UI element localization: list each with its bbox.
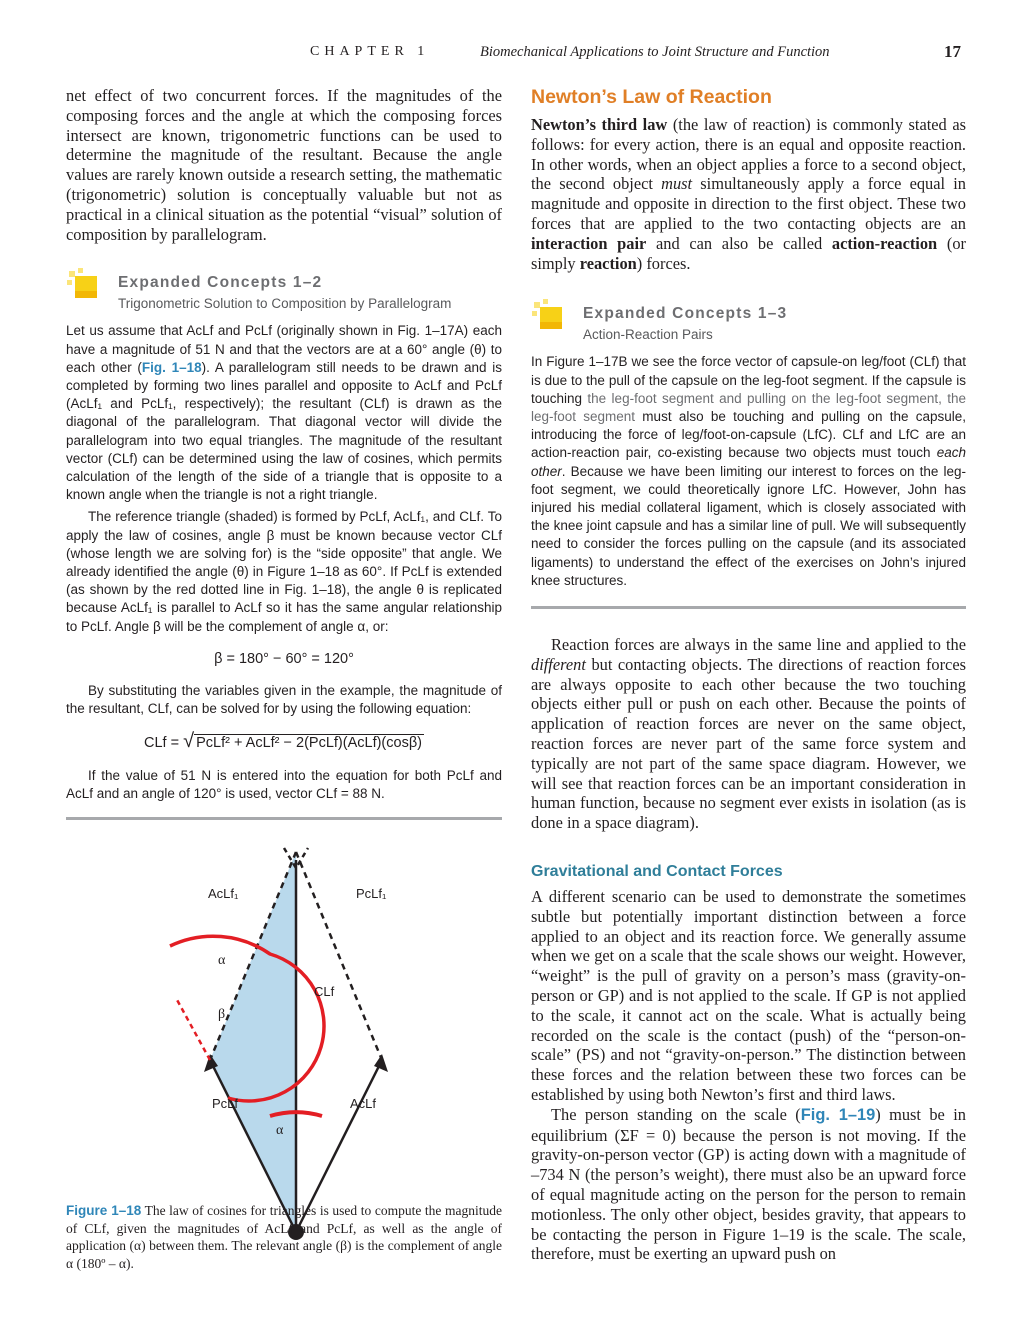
label-aclf: AcLf: [350, 1096, 377, 1111]
equation-law-of-cosines: CLf = √ PcLf² + AcLf² − 2(PcLf)(AcLf)(cosβ): [144, 730, 422, 753]
section-heading-gravitational: Gravitational and Contact Forces: [531, 862, 783, 880]
expanded-concepts-body: [531, 353, 966, 590]
newton-paragraph: Newton’s third law (the law of reaction) is commonly stated as follows: for every action, there is an equal and opposite reaction. In other words, when an object applies a force to a second object, the second object must simultaneously apply a force equal in magnitude and opposite in direction to the first object. These two forces that are applied to the two contacting objects are an interaction pair and can also be called action-reaction (or simply reaction) forces.: [531, 115, 966, 273]
ec2-paragraph-1: Let us assume that AcLf and PcLf (originally shown in Fig. 1–17A) each have a magnitude of 51 N and that the vectors are at a 60° angle (θ) to each other (Fig. 1–18). A parallelogram still needs to be drawn and is completed by forming two lines parallel and opposite to AcLf and PcLf (AcLf₁ and PcLf₁, respectively); the resultant (CLf) is drawn as the diagonal of the parallelogram. That diagonal vector will divide the parallelogram into two equal triangles. The magnitude of the resultant vector (CLf) can be determined using the law of cosines, which permits calculation of the length of the side of a triangle that is opposite to a known angle when the triangle is not a right triangle.: [66, 323, 502, 503]
gravitational-paragraph-2: The person standing on the scale (Fig. 1–19) must be in equilibrium (ΣF = 0) because the person is not moving. If the gravity-on-person vector (GP) is acting down with a magnitude of –734 N (the person’s weight), there must also be an upward force of equal magnitude acting on the person for the person to remain motionless. The only other object, besides gravity, that appears to be contacting the person in Figure 1–19 is the scale. The scale, therefore, must be exerting an upward push on: [531, 1104, 966, 1264]
label-alpha-top: α: [218, 953, 226, 968]
expanded-concepts-icon: [66, 268, 102, 304]
left-column: [66, 86, 502, 820]
expanded-concepts-header: [66, 268, 502, 312]
figure-reference-link[interactable]: Fig. 1–19: [800, 1105, 876, 1124]
equation-beta: β = 180° − 60° = 120°: [214, 650, 354, 667]
ec2-paragraph-4: If the value of 51 N is entered into the equation for both PcLf and AcLf and an angle of 120° is used, vector CLf = 88 N.: [66, 767, 502, 801]
expanded-concepts-title: Expanded Concepts 1–2: [118, 274, 323, 292]
figure-caption: Figure 1–18 The law of cosines for triangles is used to compute the magnitude of CLf, given the magnitudes of AcLf and PcLf, as well as the angle of application (α) between them. The relevant angle (β) is the complement of angle α (180º – α).: [66, 1203, 502, 1271]
expanded-concepts-title: Expanded Concepts 1–3: [583, 305, 788, 323]
sqrt-icon: √: [183, 730, 195, 753]
ec2-paragraph-3: By substituting the variables given in the example, the magnitude of the resultant, CLf, can be solved for by using the following equation:: [66, 683, 502, 717]
label-aclf1: AcLf₁: [208, 886, 239, 901]
section-heading-newton: Newton’s Law of Reaction: [531, 86, 772, 108]
section-divider: [66, 817, 502, 820]
chapter-label: CHAPTER 1: [310, 44, 430, 59]
figure-reference-link[interactable]: Fig. 1–18: [141, 359, 202, 375]
pclf1-dashed-line: [296, 852, 382, 1060]
gravitational-paragraph-1: A different scenario can be used to demonstrate the sometimes subtle but potentially important distinction between a force applied to an object and its reaction force. We generally assume when we get on a scale that the scale shows our weight. However, “weight” is the pull of gravity on a person’s mass (gravity-on-person or GP) and is not applied to the scale. If GP is not applied to the scale, it cannot act on the scale. What is actually being recorded on the scale is the contact (push) of the “person-on-scale” (PS) and not “gravity-on-person.” The distinction between these forces and the relation between these two forces can be established by using both Newton’s first and third laws.: [531, 886, 966, 1104]
label-pclf1: PcLf₁: [356, 886, 387, 901]
expanded-concepts-body: [66, 322, 502, 803]
expanded-concepts-1-3: [531, 299, 966, 609]
label-pclf: PcLf: [212, 1096, 239, 1111]
expanded-concepts-header: [531, 299, 966, 343]
shaded-reference-triangle: [210, 852, 296, 1232]
expanded-concepts-subtitle: Trigonometric Solution to Composition by Parallelogram: [118, 296, 452, 312]
section-divider: [531, 606, 966, 609]
figure-label: Figure 1–18: [66, 1203, 142, 1218]
expanded-concepts-icon: [531, 299, 567, 335]
label-clf: CLf: [314, 984, 335, 999]
page-number: 17: [944, 42, 961, 61]
label-alpha-bottom: α: [276, 1123, 284, 1138]
label-beta: β: [218, 1007, 226, 1022]
expanded-concepts-subtitle: Action-Reaction Pairs: [583, 327, 713, 343]
expanded-concepts-1-2: [66, 268, 502, 820]
reaction-paragraph: Reaction forces are always in the same line and applied to the different but contacting objects. The directions of reaction forces are always opposite to each other because the two touching objects either pull or push on each other. Because the points of application of reaction forces are never on the same object, reaction forces are never part of the same force system and typically are not part of the same space diagram. However, we will see that reaction forces can be an important consideration in human function, because no segment ever exists in isolation (as is done in a space diagram).: [531, 635, 966, 833]
right-column: [531, 86, 966, 1264]
radicand: PcLf² + AcLf² − 2(PcLf)(AcLf)(cosβ): [196, 735, 422, 752]
chapter-title: Biomechanical Applications to Joint Structure and Function: [480, 44, 830, 60]
intro-paragraph: net effect of two concurrent forces. If the magnitudes of the composing forces and the angle at which the composing forces intersect are known, trigonometric functions can be used to determine the magnitude of the resultant. Because the angle values are rarely known outside a research setting, the mathematic (trigonometric) solution is conceptually valuable but not as practical in a clinical situation as the potential “visual” solution of composition by parallelogram.: [66, 86, 502, 244]
figure-1-18-diagram: [66, 840, 502, 1260]
ec2-paragraph-2: The reference triangle (shaded) is formed by PcLf, AcLf₁, and CLf. To apply the law of cosines, angle β must be known because vector CLf (whose length we are solving for) is the “side opposite” that angle. We already identified the angle (θ) in Figure 1–18 as 60°. If PcLf is extended (as shown by the red dotted line in Fig. 1–18), the angle θ is replicated because AcLf₁ is parallel to AcLf so it has the same angular relationship to PcLf. Angle β will be the complement of angle α, or:: [66, 509, 502, 634]
pclf-extension-dotted-line: [176, 998, 210, 1060]
ec3-paragraph: In Figure 1–17B we see the force vector of capsule-on leg/foot (CLf) that is due to the pull of the capsule on the leg-foot segment. If the capsule is touching the leg-foot segment and pulling on the leg-foot segment, the leg-foot segment must also be touching and pulling on the capsule, introducing the force of leg/foot-on-capsule (LfC). CLf and LfC are an action-reaction pair, co-existing because two objects must touch each other. Because we have been limiting our interest to forces on the leg-foot segment, we could theoretically ignore LfC. However, John has injured his medial collateral ligament, which is closely associated with the knee joint capsule and has a similar line of pull. We will subsequently need to consider the forces pulling on the capsule (and its associated ligaments) to understand the effect of the exercises on John’s injured knee structures.: [531, 354, 967, 588]
running-header: [0, 42, 1024, 66]
